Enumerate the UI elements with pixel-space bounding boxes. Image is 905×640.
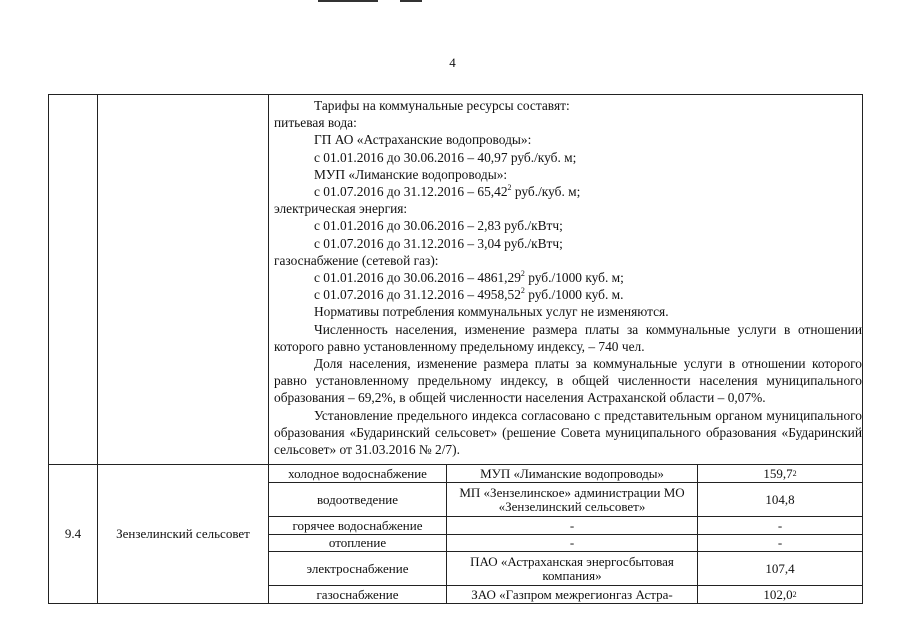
value-cell: 159,7 2 — [763, 465, 797, 481]
service-cell: электроснабжение — [306, 560, 409, 576]
scan-mark — [400, 0, 422, 2]
section-number: 9.4 — [64, 526, 82, 541]
text-line: электрическая энергия: — [274, 201, 408, 217]
text-line: с 01.01.2016 до 30.06.2016 – 2,83 руб./кВтч; — [314, 218, 563, 234]
provider-cell: МП «Зензелинское» администрации МО «Зензелинский сельсовет» — [459, 484, 685, 514]
value-cell: - — [777, 517, 783, 533]
service-cell: водоотведение — [316, 491, 399, 507]
page-number: 4 — [449, 55, 456, 70]
value-cell: - — [777, 535, 783, 550]
text-line: с 01.01.2016 до 30.06.2016 – 4861,29$^2$ руб./1000 куб. м; — [314, 269, 624, 286]
value-cell: 102,0 2 — [763, 586, 797, 602]
provider-cell: МУП «Лиманские водопроводы» — [480, 465, 664, 481]
service-cell: газоснабжение — [316, 586, 399, 602]
value-cell: 104,8 — [765, 491, 795, 507]
text-line: питьевая вода: — [274, 115, 357, 131]
provider-cell: - — [569, 535, 575, 550]
provider-cell: ЗАО «Газпром межрегионгаз Астра- — [471, 586, 673, 602]
scan-mark — [318, 0, 378, 2]
population-paragraph: Численность населения, изменение размера платы за коммунальные услуги в отношении которого равно установленному предельному индексу, – 740 чел. — [274, 321, 862, 354]
provider-cell: - — [569, 517, 575, 533]
provider-cell: ПАО «Астраханская энергосбытовая компания» — [470, 553, 674, 583]
municipality-name: Зензелинский сельсовет — [116, 526, 250, 541]
text-line: с 01.07.2016 до 31.12.2016 – 4958,52$^2$ руб./1000 куб. м. — [314, 286, 624, 303]
service-cell: горячее водоснабжение — [292, 517, 423, 533]
text-line: с 01.01.2016 до 30.06.2016 – 40,97 руб./куб. м; — [314, 149, 577, 165]
approval-paragraph: Установление предельного индекса согласовано с представительным органом муниципального образования «Бударинский сельсовет» (решение Совета муниципального образования «Бударинский сельсовет» от 31.03.2016 № 2/7). — [274, 407, 862, 458]
tariff-text-block — [274, 97, 862, 458]
population-share-paragraph: Доля населения, изменение размера платы за коммунальные услуги в отношении которого равно установленному предельному индексу, в общей численности населения муниципального образования – 69,2%, в общей численности населения Астраханской области – 0,07%. — [274, 356, 862, 406]
text-line: Нормативы потребления коммунальных услуг не изменяются. — [314, 304, 669, 320]
text-line: с 01.07.2016 до 31.12.2016 – 3,04 руб./кВтч; — [314, 235, 563, 251]
text-line: Тарифы на коммунальные ресурсы составят: — [314, 98, 570, 113]
value-cell: 107,4 — [765, 560, 795, 576]
text-line: газоснабжение (сетевой газ): — [274, 252, 439, 268]
text-line: МУП «Лиманские водопроводы»: — [314, 166, 508, 182]
text-line: ГП АО «Астраханские водопроводы»: — [314, 132, 532, 148]
service-cell: холодное водоснабжение — [288, 465, 427, 481]
text-line: с 01.07.2016 до 31.12.2016 – 65,42$^2$ руб./куб. м; — [314, 183, 581, 200]
service-cell: отопление — [328, 535, 387, 550]
